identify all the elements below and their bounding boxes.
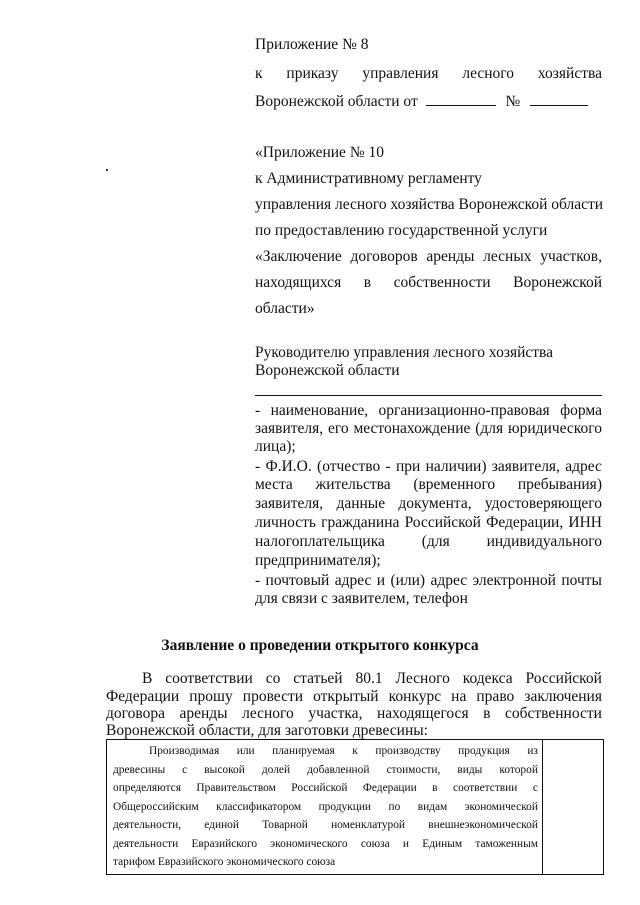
word: прошу bbox=[189, 688, 233, 705]
word: планируемая bbox=[272, 745, 335, 757]
word: удостоверяющего bbox=[484, 495, 602, 512]
word: аренды bbox=[426, 248, 475, 265]
word: Федерации bbox=[106, 688, 180, 705]
word: к bbox=[352, 745, 358, 757]
word: Российской bbox=[291, 782, 348, 794]
word: продукции bbox=[318, 800, 372, 813]
word: в bbox=[432, 782, 438, 794]
word: участка, bbox=[308, 705, 363, 722]
statement-para-line bbox=[106, 705, 602, 723]
cell-line bbox=[113, 742, 538, 761]
word: с bbox=[182, 763, 188, 776]
word: лесного bbox=[242, 705, 294, 722]
applicant-line bbox=[255, 402, 602, 420]
appendix10-line1: к Административному регламенту bbox=[255, 170, 482, 187]
word: со bbox=[265, 670, 281, 687]
cell-line: тарифом Евразийского экономического союза bbox=[113, 856, 336, 868]
word: аренды bbox=[179, 705, 228, 722]
word: статьей bbox=[293, 670, 343, 687]
word: и bbox=[402, 837, 410, 850]
table-row bbox=[107, 740, 604, 875]
word: заявителя, bbox=[255, 495, 324, 512]
addressee-signature-rule bbox=[255, 395, 602, 396]
region-from-label: Воронежской области от bbox=[255, 93, 418, 110]
statement-para-line bbox=[106, 670, 602, 688]
product-description-cell bbox=[107, 740, 543, 875]
appendix8-date-line bbox=[255, 92, 588, 111]
word: - bbox=[385, 458, 391, 475]
statement-para-line bbox=[106, 688, 602, 706]
addressee-line2: Воронежской области bbox=[255, 362, 400, 379]
word: собственности bbox=[504, 705, 602, 722]
appendix10-line2: управления лесного хозяйства Воронежской области bbox=[255, 196, 604, 213]
applicant-line: предпринимателя); bbox=[255, 552, 381, 569]
word: древесины bbox=[113, 763, 166, 776]
word: Производимая bbox=[149, 745, 220, 757]
word: «Заключение bbox=[255, 248, 342, 265]
word: его bbox=[328, 420, 349, 437]
word: соответствии bbox=[453, 782, 518, 794]
word: единой bbox=[204, 819, 239, 831]
word: находящегося bbox=[376, 705, 469, 722]
word: собственности bbox=[393, 274, 491, 291]
word: видам bbox=[417, 800, 448, 813]
word: которой bbox=[499, 763, 538, 776]
word: (или) bbox=[390, 572, 426, 589]
product-table bbox=[106, 739, 604, 875]
addressee-line1: Руководителю управления лесного хозяйства bbox=[255, 344, 554, 361]
word: долей bbox=[261, 763, 291, 776]
word: личность bbox=[255, 514, 316, 531]
word: классификатором bbox=[216, 800, 302, 813]
appendix10-title: «Приложение № 10 bbox=[255, 144, 384, 161]
word: адрес bbox=[565, 458, 602, 475]
appendix10-line6: области» bbox=[255, 300, 315, 317]
applicant-line bbox=[255, 514, 602, 532]
word: Общероссийским bbox=[113, 800, 199, 813]
word: гражданина bbox=[321, 514, 400, 531]
word: кодекса bbox=[462, 670, 513, 687]
word: таможенным bbox=[475, 837, 538, 850]
word: в bbox=[363, 274, 372, 291]
appendix10-line5 bbox=[255, 274, 602, 292]
applicant-line: лица); bbox=[255, 438, 296, 455]
cell-line bbox=[113, 835, 538, 854]
word: форма bbox=[560, 402, 602, 419]
word: управления bbox=[362, 65, 439, 82]
word: право bbox=[476, 688, 515, 705]
word: (для bbox=[475, 420, 504, 437]
word: наименование, bbox=[270, 402, 369, 419]
word: электронной bbox=[472, 572, 556, 589]
word: Федерации bbox=[362, 782, 417, 794]
word: данные bbox=[336, 495, 386, 512]
word: адрес bbox=[430, 572, 468, 589]
word: хозяйства bbox=[537, 65, 602, 82]
applicant-line bbox=[255, 458, 602, 476]
word: индивидуального bbox=[486, 533, 602, 550]
word: экономического bbox=[270, 837, 348, 850]
word: (для bbox=[421, 533, 450, 550]
appendix10-line3: по предоставлению государственной услуги bbox=[255, 222, 548, 239]
word: Евразийского bbox=[191, 837, 258, 850]
cell-line bbox=[113, 779, 538, 798]
word: жительства bbox=[315, 476, 391, 493]
applicant-line bbox=[255, 420, 602, 438]
appendix8-order-line bbox=[255, 65, 602, 83]
word: Правительством bbox=[196, 782, 276, 794]
appendix10-line4 bbox=[255, 248, 602, 266]
word: стоимости, bbox=[386, 763, 441, 776]
word: участков, bbox=[540, 248, 602, 265]
word: при bbox=[395, 458, 421, 475]
word: местонахождение bbox=[353, 420, 471, 437]
word: Федерации, bbox=[486, 514, 564, 531]
word: (отчество bbox=[317, 458, 381, 475]
cell-line bbox=[113, 816, 538, 835]
word: деятельности bbox=[113, 837, 179, 850]
word: находящихся bbox=[255, 274, 342, 291]
word: - bbox=[255, 402, 261, 419]
word: номенклатурой bbox=[331, 819, 405, 831]
word: документа, bbox=[398, 495, 472, 512]
word: по bbox=[388, 800, 401, 813]
statement-para-line: Воронежской области, для заготовки древесины: bbox=[106, 722, 428, 739]
scan-speck bbox=[106, 169, 108, 171]
word: лесных bbox=[483, 248, 532, 265]
word: Лесного bbox=[395, 670, 450, 687]
word: и bbox=[376, 572, 386, 589]
word: - bbox=[255, 572, 261, 589]
word: договоров bbox=[350, 248, 418, 265]
product-value-cell[interactable] bbox=[543, 740, 604, 875]
statement-title: Заявление о проведении открытого конкурса bbox=[161, 637, 479, 654]
word: продукция bbox=[458, 745, 510, 757]
word: лесного bbox=[462, 65, 515, 82]
word: виды bbox=[457, 763, 483, 776]
word: юридического bbox=[508, 420, 602, 437]
word: на bbox=[451, 688, 467, 705]
word: к bbox=[255, 65, 263, 82]
word: Российской bbox=[404, 514, 481, 531]
number-sign: № bbox=[505, 93, 521, 110]
word: конкурс bbox=[388, 688, 442, 705]
word: ИНН bbox=[568, 514, 602, 531]
word: деятельности, bbox=[113, 819, 182, 831]
word: союза bbox=[360, 837, 390, 850]
applicant-line: для связи с заявителем, телефон bbox=[255, 590, 468, 607]
word: Воронежской bbox=[513, 274, 602, 291]
word: провести bbox=[242, 688, 304, 705]
word: Ф.И.О. bbox=[265, 458, 312, 475]
word: Российской bbox=[525, 670, 602, 687]
applicant-line bbox=[255, 476, 602, 494]
word: внешнеэкономической bbox=[428, 819, 538, 831]
applicant-line bbox=[255, 495, 602, 513]
word: заключения bbox=[524, 688, 602, 705]
word: открытый bbox=[313, 688, 379, 705]
word: или bbox=[236, 745, 255, 757]
word: места bbox=[255, 476, 293, 493]
word: заявителя, bbox=[255, 420, 324, 437]
word: наличии) bbox=[425, 458, 487, 475]
word: экономической bbox=[464, 800, 538, 813]
word: (временного bbox=[413, 476, 496, 493]
word: налогоплательщика bbox=[255, 533, 385, 550]
date-blank bbox=[426, 92, 496, 106]
appendix8-title: Приложение № 8 bbox=[255, 36, 369, 53]
applicant-line bbox=[255, 533, 602, 551]
word: адрес bbox=[334, 572, 372, 589]
word: пребывания) bbox=[517, 476, 602, 493]
word: - bbox=[255, 458, 261, 475]
number-blank bbox=[530, 92, 588, 106]
word: добавленной bbox=[307, 763, 370, 776]
word: в bbox=[483, 705, 491, 722]
cell-line bbox=[113, 761, 538, 780]
word: приказу bbox=[286, 65, 339, 82]
word: Товарной bbox=[262, 819, 308, 831]
word: 80.1 bbox=[355, 670, 383, 687]
word: Единым bbox=[422, 837, 463, 850]
word: В bbox=[142, 670, 153, 687]
word: производству bbox=[375, 745, 441, 757]
word: с bbox=[532, 782, 538, 794]
cell-line bbox=[113, 798, 538, 817]
word: определяются bbox=[113, 782, 181, 794]
word: из bbox=[527, 745, 538, 757]
word: соответствии bbox=[165, 670, 253, 687]
word: организационно-правовая bbox=[378, 402, 550, 419]
word: почты bbox=[561, 572, 602, 589]
applicant-line bbox=[255, 572, 602, 590]
word: почтовый bbox=[265, 572, 330, 589]
word: высокой bbox=[204, 763, 245, 776]
word: заявителя, bbox=[491, 458, 560, 475]
word: договора bbox=[106, 705, 165, 722]
